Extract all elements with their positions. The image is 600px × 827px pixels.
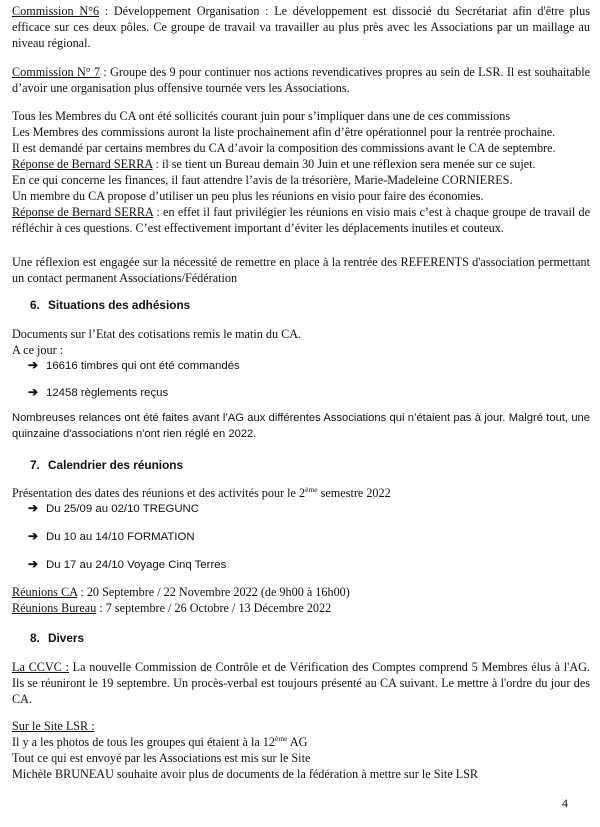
site-line-1-a: Il y a les photos de tous les groupes qui étaient à la 12 [12, 735, 275, 749]
bullet-reglements-text: 12458 règlements reçus [46, 387, 169, 399]
site-line-2: Tout ce qui est envoyé par les Associations est mis sur le Site [12, 751, 311, 765]
ca-line-3: Il est demandé par certains membres du CA d’avoir la composition des commissions avant le CA de septembre. [12, 141, 556, 155]
response-2 [12, 204, 590, 236]
reunions-ca-label: Réunions CA [12, 585, 78, 599]
arrow-icon: ➔ [28, 501, 39, 515]
reunions-bureau [12, 600, 590, 616]
relances-paragraph: Nombreuses relances ont été faites avant l’AG aux différentes Associations qui n’étaient pas à jour. Malgré tout, une quinzaine d'associations n'ont rien réglé en 2022. [12, 412, 590, 440]
ca-line-2: Les Membres des commissions auront la liste prochainement afin d’être opérationnel pour la rentrée prochaine. [12, 125, 556, 139]
ca-line-1: Tous les Membres du CA ont été sollicités courant juin pour s’impliquer dans une de ces commissions [12, 109, 511, 123]
section-7-intro-sup: ème [305, 485, 318, 494]
section-6-heading [30, 298, 190, 312]
response-1-text: : il se tient un Bureau demain 30 Juin et une réflexion sera menée sur ce sujet. [152, 157, 536, 171]
ccvc-label: La CCVC : [12, 660, 69, 674]
ca-line-5: Un membre du CA propose d’utiliser un peu plus les réunions en visio pour faire des économies. [12, 189, 484, 203]
ccvc-paragraph [12, 659, 590, 707]
reunions-ca-text: : 20 Septembre / 22 Novembre 2022 (de 9h00 à 16h00) [77, 585, 350, 599]
bullet-formation-text: Du 10 au 14/10 FORMATION [46, 531, 195, 543]
response-2-label: Réponse de Bernard SERRA [12, 205, 154, 219]
arrow-icon: ➔ [28, 358, 39, 372]
section-8-heading [30, 631, 84, 645]
section-7-intro-a: Présentation des dates des réunions et des activités pour le 2 [12, 486, 306, 500]
bullet-timbres [28, 358, 240, 373]
section-7-intro-b: semestre 2022 [317, 486, 391, 500]
site-line-1-sup: ème [275, 734, 288, 743]
response-1-label: Réponse de Bernard SERRA [12, 157, 153, 171]
response-2-text: : en effet il faut privilégier les réunions en visio mais c’est à chaque groupe de travail de réfléchir à ces questions. C’est effectivement important d’éviter les déplacements inutiles et couteux. [12, 205, 590, 235]
commission-7-text: : Groupe des 9 pour continuer nos actions revendicatives propres au sein de LSR. Il est souhaitable d’avoir une organisation plus offensive tournée vers les Associations. [12, 65, 590, 95]
page-number: 4 [562, 796, 568, 810]
site-lsr-label: Sur le Site LSR : [12, 719, 95, 733]
commission-6-paragraph [12, 3, 590, 51]
bullet-tregunc-text: Du 25/09 au 02/10 TREGUNC [46, 503, 200, 515]
section-8-number: 8. [30, 631, 40, 645]
reunions-ca [12, 584, 590, 600]
site-lsr-block [12, 718, 590, 782]
section-6-intro-line-1: Documents sur l’Etat des cotisations remis le matin du CA. [12, 327, 302, 341]
site-line-1-b: AG [287, 735, 308, 749]
section-7-number: 7. [30, 458, 40, 472]
ca-members-paragraph [12, 108, 590, 236]
section-6-number: 6. [30, 298, 40, 312]
ccvc-text: La nouvelle Commission de Contrôle et de Vérification des Comptes comprend 5 Membres élus à l'AG. Ils se réuniront le 19 septembre. Un procès-verbal est toujours présenté au CA suivant. Le mettre à l'ordre du jour des CA. [12, 660, 590, 706]
arrow-icon: ➔ [28, 385, 39, 399]
arrow-icon: ➔ [28, 557, 39, 571]
bullet-cinq-terres [28, 557, 226, 572]
section-7-intro [12, 485, 590, 501]
section-6-intro-line-2: A ce jour : [12, 343, 64, 357]
site-line-1 [12, 734, 590, 750]
bullet-formation [28, 529, 195, 544]
section-6-title: Situations des adhésions [48, 298, 191, 312]
bullet-timbres-text: 16616 timbres qui ont été commandés [46, 360, 240, 372]
bullet-reglements [28, 385, 168, 400]
reunions-bureau-label: Réunions Bureau [12, 601, 97, 615]
commission-7-paragraph [12, 64, 590, 96]
commission-6-text: : Développement Organisation : Le développement est dissocié du Secrétariat afin d'être plus efficace sur ces deux pôles. Ce groupe de travail va travailler au plus près avec les Associations par un maillage au niveau régional. [12, 4, 590, 50]
site-line-3: Michèle BRUNEAU souhaite avoir plus de documents de la fédération à mettre sur le Site LSR [12, 767, 479, 781]
arrow-icon: ➔ [28, 529, 39, 543]
section-6-intro [12, 326, 590, 358]
section-7-heading [30, 458, 183, 472]
reunions-bureau-text: : 7 septembre / 26 Octobre / 13 Décembre 2022 [96, 601, 332, 615]
reunions-block [12, 584, 590, 616]
section-8-title: Divers [48, 631, 85, 645]
commission-7-label: Commission N° 7 [12, 65, 101, 79]
commission-6-label: Commission N°6 [12, 4, 100, 18]
bullet-tregunc [28, 501, 199, 516]
response-1 [12, 156, 590, 172]
ca-line-4: En ce qui concerne les finances, il faut attendre l’avis de la trésorière, Marie-Madeleine CORNIERES. [12, 173, 513, 187]
referents-paragraph: Une réflexion est engagée sur la nécessité de remettre en place à la rentrée des REFERENTS d'association permettant un contact permanent Associations/Fédération [12, 255, 590, 285]
section-7-title: Calendrier des réunions [48, 458, 184, 472]
bullet-cinq-terres-text: Du 17 au 24/10 Voyage Cinq Terres [46, 559, 227, 571]
